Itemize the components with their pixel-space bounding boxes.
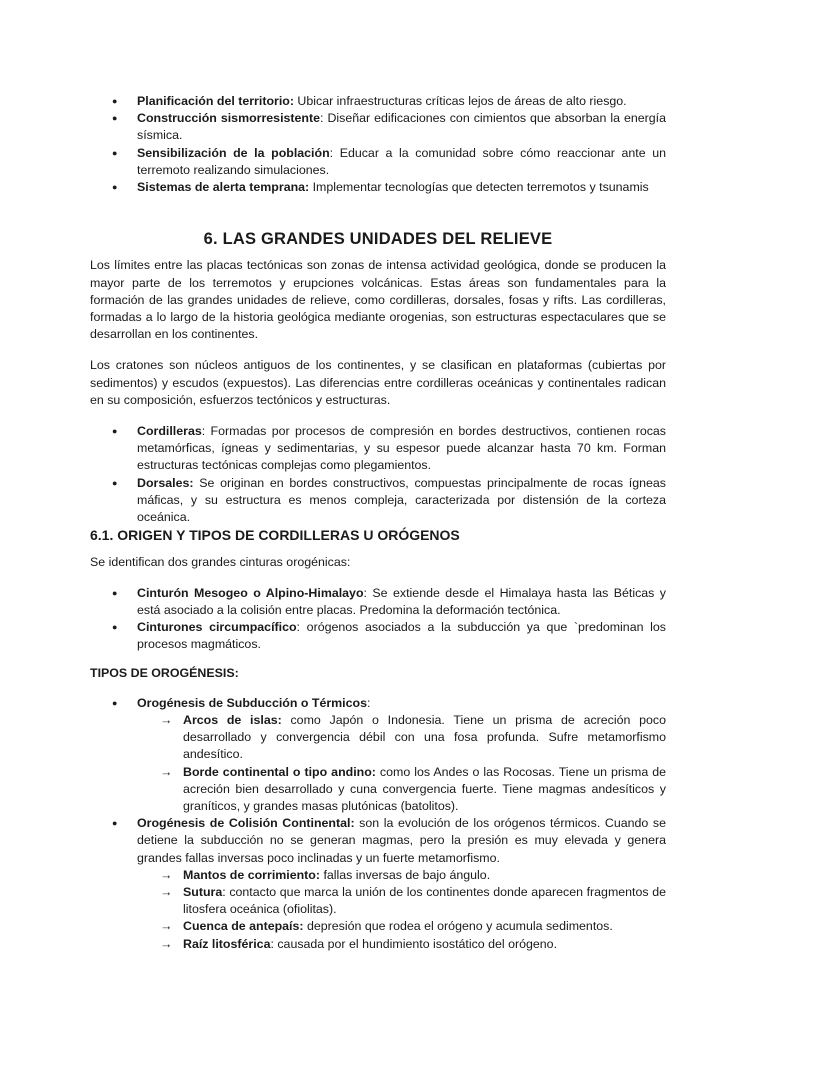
- sub-item: [90, 867, 666, 884]
- list-item: [90, 695, 666, 712]
- item-label: Sistemas de alerta temprana:: [137, 180, 310, 195]
- item-label: Orogénesis de Colisión Continental:: [137, 816, 355, 831]
- item-text: Implementar tecnologías que detecten terremotos y tsunamis: [309, 180, 649, 195]
- item-text: fallas inversas de bajo ángulo.: [320, 867, 491, 882]
- sub-item: [90, 884, 666, 918]
- arrow-icon: →: [160, 884, 173, 899]
- item-label: Borde continental o tipo andino:: [183, 764, 376, 779]
- arrow-icon: →: [160, 919, 173, 934]
- item-text: : Diseñar edificaciones con cimientos que absorban la energía sísmica.: [137, 111, 666, 143]
- belts-list: [90, 585, 666, 654]
- item-text: : Educar a la comunidad sobre cómo reaccionar ante un terremoto realizando simulaciones.: [137, 145, 666, 177]
- paragraph: Los cratones son núcleos antiguos de los continentes, y se clasifican en plataformas (cubiertas por sedimentos) y escudos (expuestos). Las diferencias entre cordilleras oceánicas y continentales radican en su composición, esfuerzos tectónicos y estructuras.: [90, 358, 666, 407]
- item-text: como Japón o Indonesia. Tiene un prisma de acreción poco desarrollado y convergencia débil con una fosa profunda. Sufre metamorfismo andesítico.: [183, 712, 667, 762]
- arrow-icon: →: [160, 867, 173, 882]
- sub-item: [90, 764, 666, 816]
- item-label: Planificación del territorio:: [137, 94, 294, 108]
- item-text: depresión que rodea el orógeno y acumula sedimentos.: [303, 919, 613, 934]
- paragraph: Los límites entre las placas tectónicas son zonas de intensa actividad geológica, donde se producen la mayor parte de los terremotos y erupciones volcánicas. Estas áreas son fundamentales para la formación de las grandes unidades de relieve, como cordilleras, dorsales, fosas y rifts. Las cordilleras, formadas a lo largo de la historia geológica mediante orogenias, son estructuras espectaculares que se desarrollan en los continentes.: [90, 258, 666, 342]
- item-label: Sutura: [183, 884, 223, 899]
- types-heading: TIPOS DE OROGÉNESIS:: [90, 666, 239, 681]
- list-item: [90, 475, 666, 527]
- list-item: [90, 145, 666, 179]
- list-item: [90, 93, 666, 110]
- item-label: Cinturón Mesogeo o Alpino-Himalayo: [137, 585, 364, 600]
- item-label: Dorsales:: [137, 475, 194, 490]
- item-label: Mantos de corrimiento:: [183, 867, 320, 882]
- orogenesis-list: [90, 695, 666, 953]
- list-item: [90, 179, 666, 196]
- item-text: : Formadas por procesos de compresión en bordes destructivos, contienen rocas metamórficas, ígneas y sedimentarias, y su espesor puede alcanzar hasta 70 km. Forman estructuras tectónicas complejas como plegamientos.: [137, 424, 666, 473]
- arrow-icon: →: [160, 764, 173, 779]
- arrow-icon: →: [160, 936, 173, 951]
- list-item: [90, 110, 666, 144]
- item-text: : Se extiende desde el Himalaya hasta las Béticas y está asociado a la colisión entre placas. Predomina la deformación tectónica.: [137, 585, 667, 617]
- item-label: Arcos de islas:: [183, 712, 282, 727]
- sub-item: [90, 918, 666, 935]
- item-text: : causada por el hundimiento isostático del orógeno.: [270, 936, 558, 951]
- item-label: Cuenca de antepaís:: [183, 919, 304, 934]
- item-text: son la evolución de los orógenos térmicos. Cuando se detiene la subducción no se generan magmas, pero la presión es muy elevada y genera grandes fallas inversas poco inclinadas y un fuerte metamorfismo.: [137, 816, 666, 865]
- document-page: [90, 93, 666, 953]
- sub-item: [90, 712, 666, 764]
- item-label: Cinturones circumpacífico: [137, 620, 297, 635]
- paragraph: Se identifican dos grandes cinturas orogénicas:: [90, 555, 351, 570]
- item-label: Construcción sismorresistente: [137, 111, 321, 126]
- subsection-title: 6.1. ORIGEN Y TIPOS DE CORDILLERAS U ORÓGENOS: [90, 527, 460, 544]
- item-text: : contacto que marca la unión de los continentes donde aparecen fragmentos de litosfera oceánica (ofiolitas).: [183, 884, 666, 917]
- section-title: 6. LAS GRANDES UNIDADES DEL RELIEVE: [203, 230, 553, 249]
- arrow-icon: →: [160, 712, 173, 727]
- item-text: Se originan en bordes constructivos, compuestas principalmente de rocas ígneas máficas, y su estructura es menos compleja, caracterizada por distensión de la corteza oceánica.: [137, 475, 666, 525]
- relief-list: [90, 423, 666, 526]
- list-item: [90, 815, 666, 867]
- item-label: Orogénesis de Subducción o Térmicos: [137, 695, 367, 710]
- item-text: : orógenos asociados a la subducción ya que `predominan los procesos magmáticos.: [137, 620, 666, 652]
- measures-list: [90, 93, 666, 196]
- list-item: [90, 423, 666, 475]
- item-label: Raíz litosférica: [183, 936, 271, 951]
- item-text: Ubicar infraestructuras críticas lejos de áreas de alto riesgo.: [293, 94, 627, 108]
- item-text: :: [366, 695, 371, 710]
- list-item: [90, 619, 666, 653]
- item-text: como los Andes o las Rocosas. Tiene un prisma de acreción bien desarrollado y cuna convergencia fuerte. Tiene magmas andesíticos y graníticos, y grandes masas plutónicas (batolitos).: [183, 764, 666, 813]
- list-item: [90, 585, 666, 619]
- item-label: Sensibilización de la población: [137, 145, 330, 160]
- sub-item: [90, 936, 666, 953]
- item-label: Cordilleras: [137, 424, 202, 439]
